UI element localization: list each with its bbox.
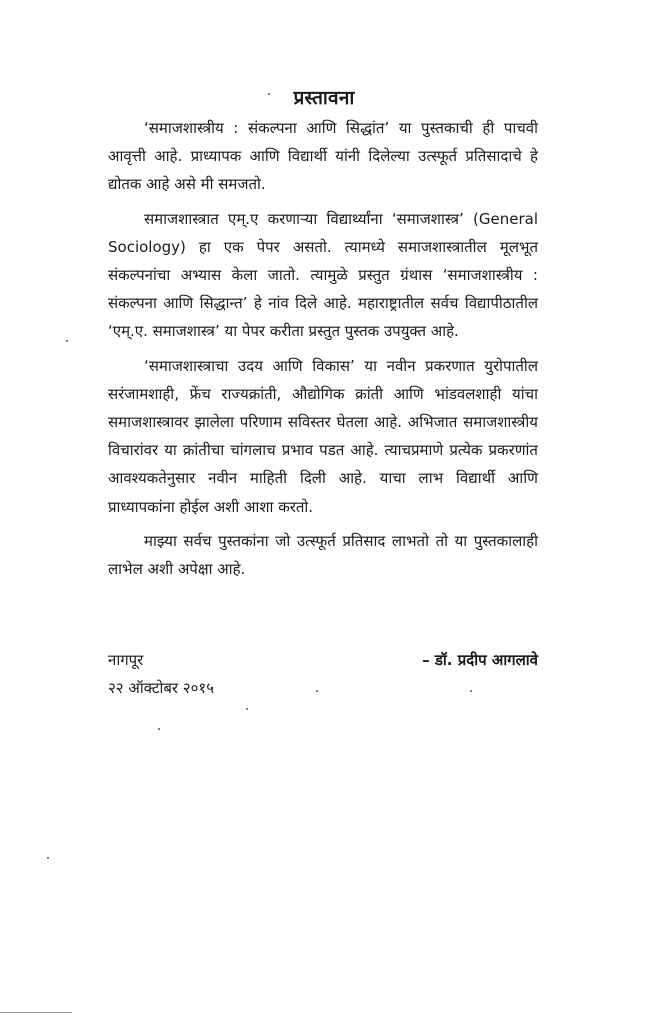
scan-speck <box>246 708 248 710</box>
page-title: प्रस्तावना <box>293 87 355 109</box>
scan-speck <box>316 690 318 692</box>
paragraph-3: ‘समाजशास्त्राचा उदय आणि विकास’ या नवीन प्रकरणात युरोपातील सरंजामशाही, फ्रेंच राज्यक्रांती, औद्योगिक क्रांती आणि भांडवलशाही यांचा समाजशास्त्रावर झालेला परिणाम सविस्तर घेतला आहे. अभिजात समाजशास्त्रीय विचारांवर या क्रांतीचा चांगलाच प्रभाव पडत आहे. त्याचप्रमाणे प्रत्येक प्रकरणांत आवश्यकतेनुसार नवीन माहिती दिली आहे. याचा लाभ विद्यार्थी आणि प्राध्यापकांना होईल अशी आशा करतो. <box>108 356 538 516</box>
paragraph-4: माझ्या सर्वच पुस्तकांना जो उत्स्फूर्त प्रतिसाद लाभतो तो या पुस्तकालाही लाभेल अशी अपेक्षा आहे. <box>108 531 538 579</box>
date-text: २२ ऑक्टोबर २०१५ <box>108 679 215 697</box>
place-text: नागपूर <box>108 651 144 669</box>
scan-speck <box>47 857 49 859</box>
author-signature: – डॉ. प्रदीप आगलावे <box>422 651 538 669</box>
preface-body <box>108 114 538 583</box>
scan-speck <box>268 93 270 95</box>
paragraph-1: ‘समाजशास्त्रीय : संकल्पना आणि सिद्धांत’ या पुस्तकाची ही पाचवी आवृत्ती आहे. प्राध्यापक आणि विद्यार्थी यांनी दिलेल्या उत्स्फूर्त प्रतिसादाचे हे द्योतक आहे असे मी समजतो. <box>108 119 538 194</box>
scan-speck <box>158 728 160 730</box>
paragraph-2: समाजशास्त्रात एम्.ए करणाऱ्या विद्यार्थ्यांना ‘समाजशास्त्र’ (General Sociology) हा एक पेपर असतो. त्यामध्ये समाजशास्त्रातील मूलभूत संकल्पनांचा अभ्यास केला जातो. त्यामुळे प्रस्तुत ग्रंथास ‘समाजशास्त्रीय : संकल्पना आणि सिद्धान्त’ हे नांव दिले आहे. महाराष्ट्रातील सर्वच विद्यापीठातील ‘एम्.ए. समाजशास्त्र’ या पेपर करीता प्रस्तुत पुस्तक उपयुक्त आहे. <box>108 209 538 341</box>
scan-speck <box>470 690 472 692</box>
scan-speck <box>66 340 68 342</box>
